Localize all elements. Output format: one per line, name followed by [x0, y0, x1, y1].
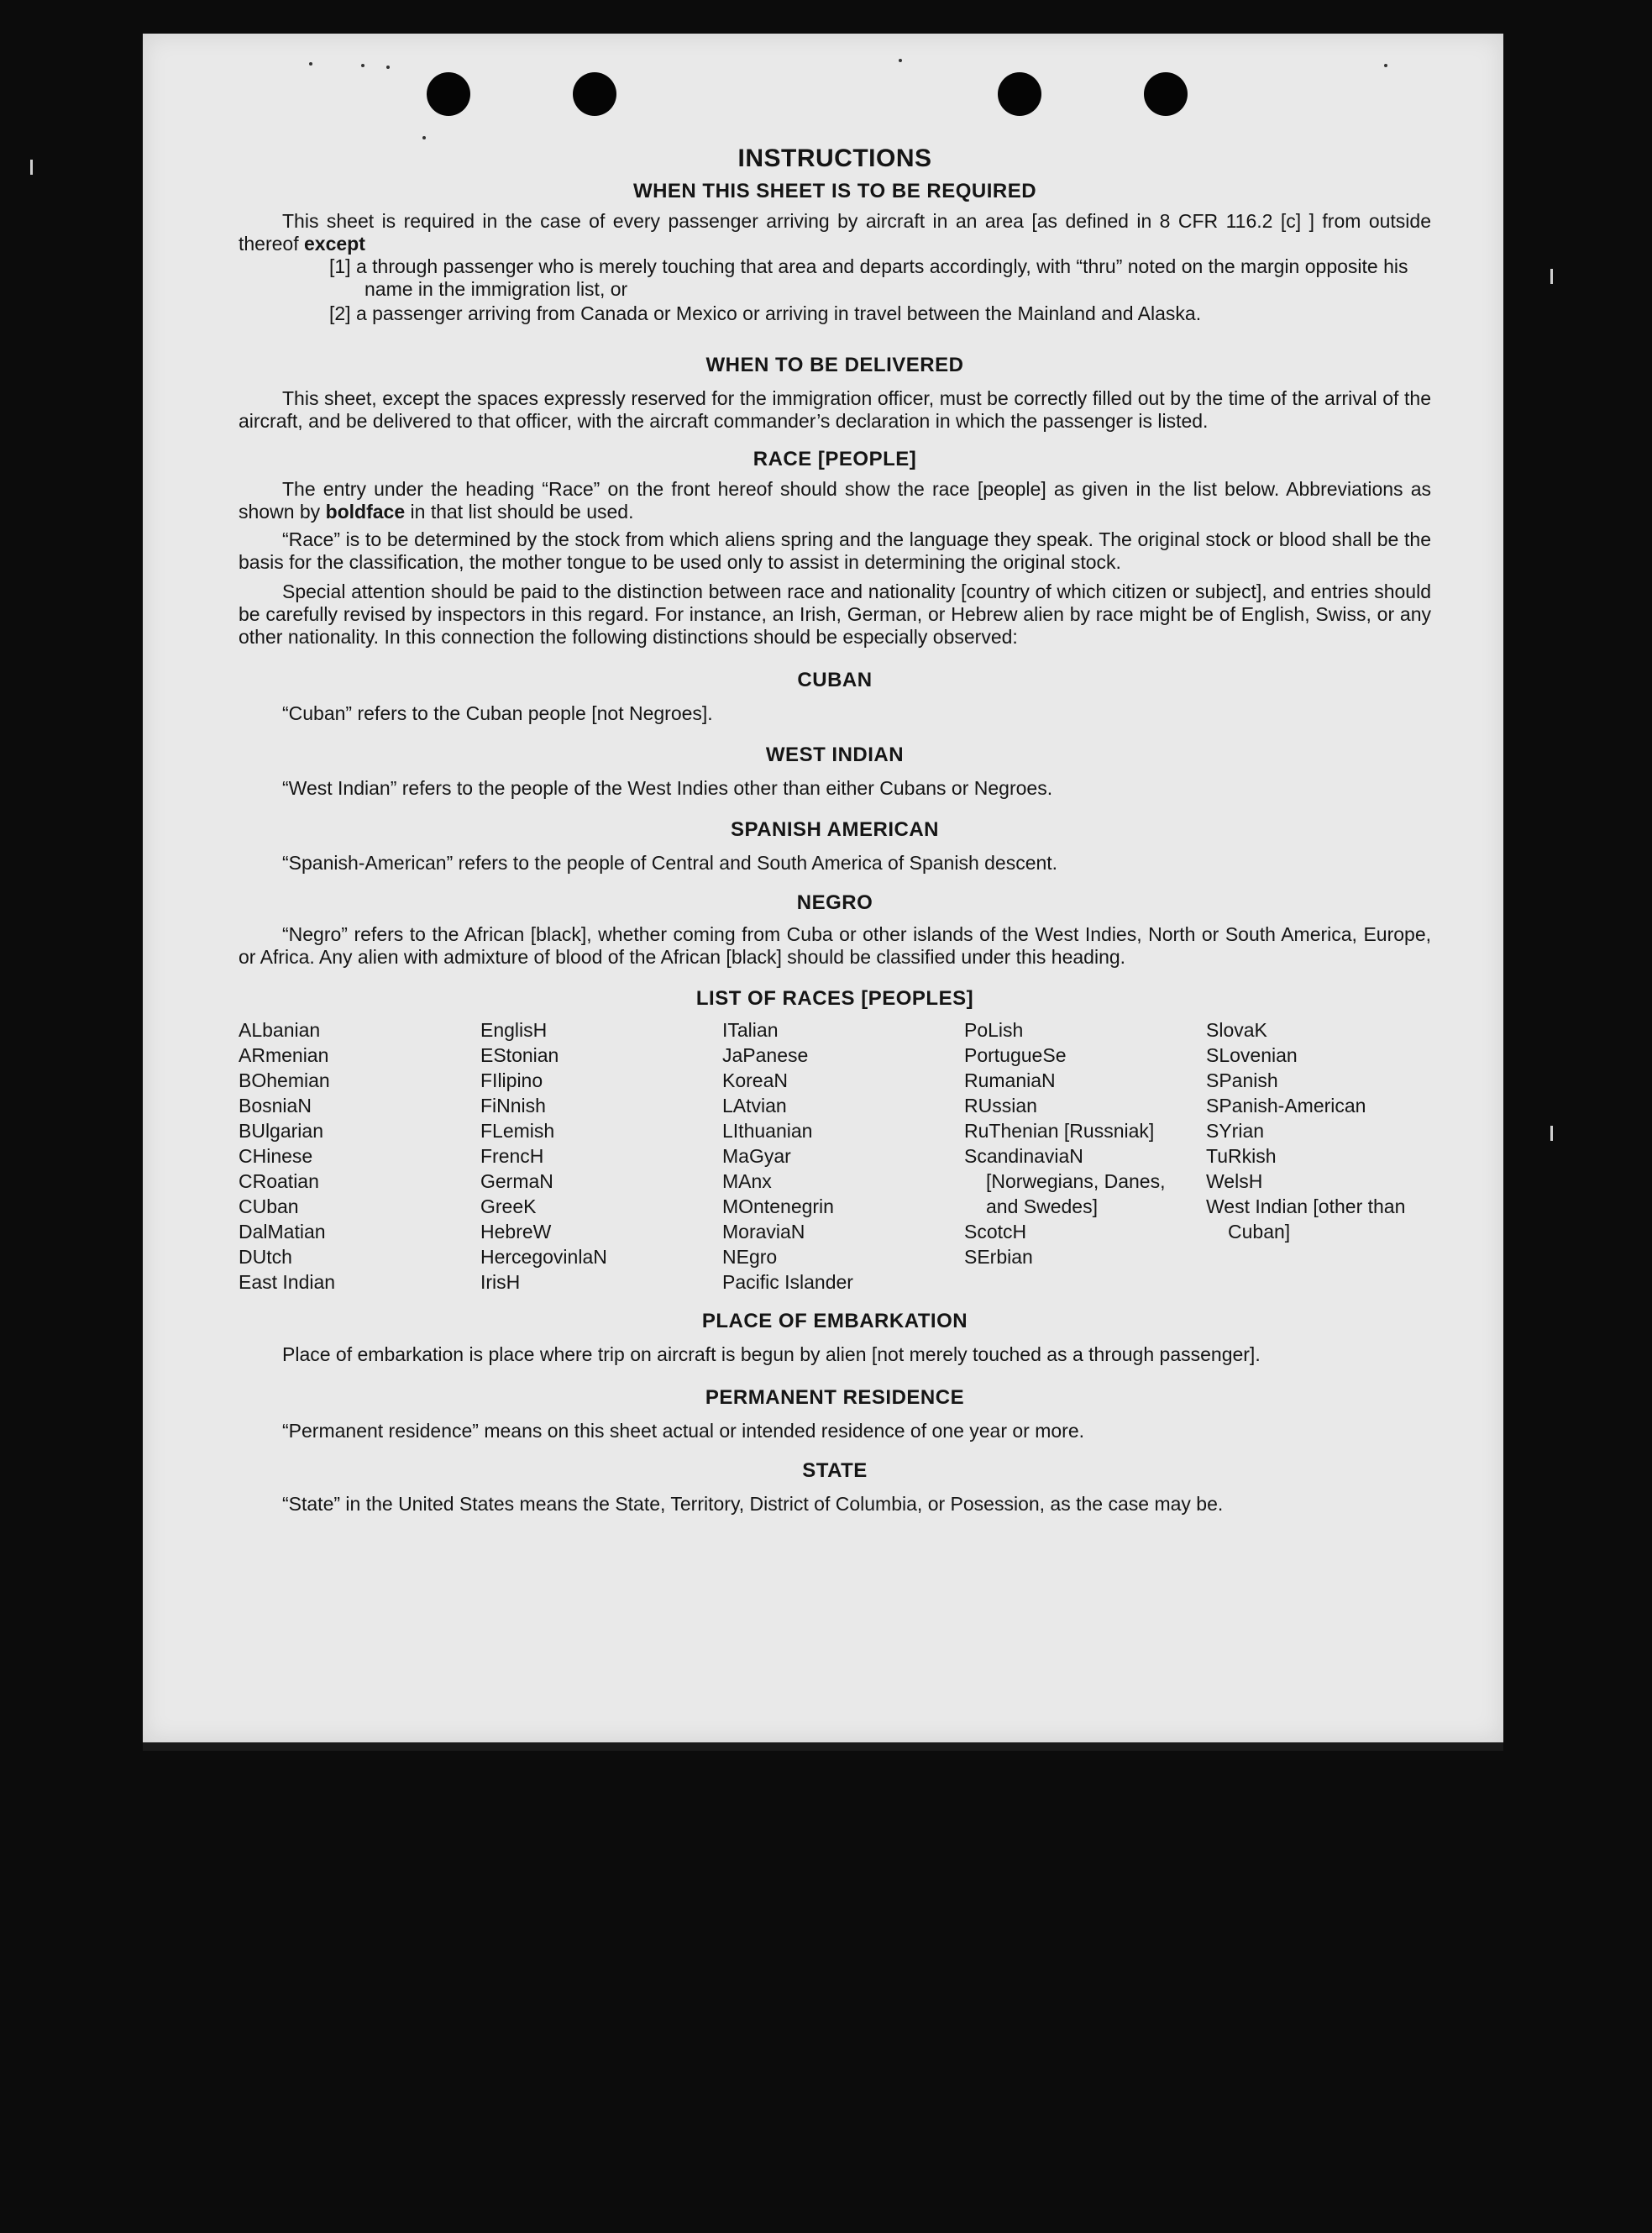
- race-item: GreeK: [480, 1195, 537, 1217]
- race-item: WelsH: [1206, 1170, 1263, 1192]
- races-column-3: [722, 1017, 947, 1295]
- state-text: “State” in the United States means the State, Territory, District of Columbia, or Posession, as the case may be.: [282, 1493, 1224, 1515]
- sheet-shadow: [143, 1742, 1503, 1751]
- races-column-2: [480, 1017, 705, 1295]
- race-item: EnglisH: [480, 1019, 548, 1041]
- required-item-2: [2] a passenger arriving from Canada or Mexico or arriving in travel between the Mainland and Alaska.: [329, 302, 1202, 324]
- required-except: except: [304, 233, 365, 255]
- race-item: KoreaN: [722, 1069, 788, 1091]
- heading-negro: NEGRO: [796, 891, 873, 914]
- scan-mark: [1550, 1126, 1553, 1141]
- race-item: MOntenegrin: [722, 1195, 834, 1217]
- scan-mark: [1550, 269, 1553, 284]
- race-item: ScotcH: [964, 1221, 1027, 1243]
- race-item: FLemish: [480, 1120, 555, 1142]
- race-item: ScandinaviaN [Norwegians, Danes, and Swedes]: [964, 1145, 1166, 1217]
- race-item: MAnx: [722, 1170, 772, 1192]
- race-item: RuThenian [Russniak]: [964, 1120, 1155, 1142]
- race-item: PoLish: [964, 1019, 1024, 1041]
- race-item: SPanish-American: [1206, 1095, 1366, 1116]
- page-title: INSTRUCTIONS: [737, 144, 932, 172]
- heading-delivered: WHEN TO BE DELIVERED: [705, 354, 964, 376]
- race-item: ARmenian: [239, 1044, 329, 1066]
- speck: [1384, 64, 1387, 67]
- race-item: EStonian: [480, 1044, 559, 1066]
- speck: [361, 64, 364, 67]
- heading-spanish-american: SPANISH AMERICAN: [730, 818, 939, 841]
- race-item: BOhemian: [239, 1069, 330, 1091]
- race-item: PortugueSe: [964, 1044, 1067, 1066]
- punch-hole-2: [573, 72, 616, 116]
- speck: [309, 62, 312, 66]
- race-item: RUssian: [964, 1095, 1037, 1116]
- race-item: SYrian: [1206, 1120, 1265, 1142]
- punch-hole-3: [998, 72, 1041, 116]
- required-item-1: [1] a through passenger who is merely touching that area and departs accordingly, with “thru” noted on the margin opposite his name in the immigration list, or: [329, 255, 1408, 300]
- speck: [899, 59, 902, 62]
- race-item: East Indian: [239, 1271, 336, 1293]
- race-item: CHinese: [239, 1145, 313, 1167]
- speck: [386, 66, 390, 69]
- race-item: IrisH: [480, 1271, 521, 1293]
- punch-hole-4: [1144, 72, 1188, 116]
- heading-residence: PERMANENT RESIDENCE: [705, 1386, 965, 1409]
- spanish-american-text: “Spanish-American” refers to the people of Central and South America of Spanish descent.: [282, 852, 1058, 874]
- cuban-text: “Cuban” refers to the Cuban people [not Negroes].: [282, 702, 713, 724]
- heading-west-indian: WEST INDIAN: [765, 743, 905, 766]
- embarkation-text: Place of embarkation is place where trip on aircraft is begun by alien [not merely touched as a through passenger].: [282, 1343, 1261, 1365]
- race-item: SPanish: [1206, 1069, 1278, 1091]
- race-item: SlovaK: [1206, 1019, 1267, 1041]
- races-column-1: [239, 1017, 464, 1295]
- race-p1-text-end: in that list should be used.: [410, 501, 634, 523]
- heading-race: RACE [PEOPLE]: [753, 448, 917, 470]
- race-item: ITalian: [722, 1019, 779, 1041]
- required-intro: [239, 210, 1431, 255]
- race-item: CRoatian: [239, 1170, 319, 1192]
- race-item: JaPanese: [722, 1044, 809, 1066]
- races-column-4: [964, 1017, 1189, 1295]
- race-p1-boldface: boldface: [325, 501, 406, 523]
- residence-text: “Permanent residence” means on this sheet actual or intended residence of one year or more.: [282, 1420, 1085, 1442]
- negro-text: “Negro” refers to the African [black], whether coming from Cuba or other islands of the West Indies, North or South America, Europe, or Africa. Any alien with admixture of blood of the African [black] should be classified under this heading.: [239, 923, 1431, 968]
- race-item: FiNnish: [480, 1095, 546, 1116]
- races-list: [239, 1017, 1431, 1295]
- speck: [422, 136, 426, 139]
- race-item: CUban: [239, 1195, 299, 1217]
- race-item: DUtch: [239, 1246, 292, 1268]
- race-item: LAtvian: [722, 1095, 787, 1116]
- race-item: MaGyar: [722, 1145, 791, 1167]
- race-item: TuRkish: [1206, 1145, 1277, 1167]
- race-paragraph-1: [239, 478, 1431, 523]
- heading-cuban: CUBAN: [797, 669, 873, 691]
- punch-hole-1: [427, 72, 470, 116]
- race-item: LIthuanian: [722, 1120, 813, 1142]
- race-item: SLovenian: [1206, 1044, 1298, 1066]
- race-item: GermaN: [480, 1170, 553, 1192]
- heading-embarkation: PLACE OF EMBARKATION: [701, 1310, 968, 1332]
- race-item: BosniaN: [239, 1095, 312, 1116]
- race-item: Pacific Islander: [722, 1271, 853, 1293]
- race-item: RumaniaN: [964, 1069, 1056, 1091]
- race-p1-text: The entry under the heading “Race” on the front hereof should show the race [people] as given in the list below. Abbreviations as shown by: [239, 478, 1431, 523]
- race-item: NEgro: [722, 1246, 778, 1268]
- race-item: ALbanian: [239, 1019, 321, 1041]
- race-paragraph-2: “Race” is to be determined by the stock from which aliens spring and the language they speak. The original stock or blood shall be the basis for the classification, the mother tongue to be used only to assist in determining the original stock.: [239, 528, 1431, 573]
- heading-required: WHEN THIS SHEET IS TO BE REQUIRED: [632, 180, 1037, 202]
- heading-state: STATE: [802, 1459, 868, 1482]
- race-item: MoraviaN: [722, 1221, 805, 1243]
- race-item: SErbian: [964, 1246, 1033, 1268]
- race-item: HebreW: [480, 1221, 552, 1243]
- race-item: West Indian [other than Cuban]: [1206, 1195, 1406, 1243]
- race-item: HercegovinlaN: [480, 1246, 607, 1268]
- required-intro-text: This sheet is required in the case of every passenger arriving by aircraft in an area [as defined in 8 CFR 116.2 [c] ] from outside thereof: [239, 210, 1431, 255]
- races-column-5: [1206, 1017, 1431, 1295]
- heading-list-of-races: LIST OF RACES [PEOPLES]: [695, 987, 974, 1010]
- document-sheet: [143, 34, 1503, 1742]
- race-item: DalMatian: [239, 1221, 326, 1243]
- delivered-text: This sheet, except the spaces expressly reserved for the immigration officer, must be correctly filled out by the time of the arrival of the aircraft, and be delivered to that officer, with the aircraft commander’s declaration in which the passenger is listed.: [239, 387, 1431, 432]
- race-item: FIlipino: [480, 1069, 543, 1091]
- race-paragraph-3: Special attention should be paid to the distinction between race and nationality [country of which citizen or subject], and entries should be carefully revised by inspectors in this regard. For instance, an Irish, German, or Hebrew alien by race might be of English, Swiss, or any other nationality. In this connection the following distinctions should be especially observed:: [239, 581, 1431, 648]
- race-item: FrencH: [480, 1145, 544, 1167]
- scan-mark: [30, 160, 33, 175]
- west-indian-text: “West Indian” refers to the people of the West Indies other than either Cubans or Negroes.: [282, 777, 1053, 799]
- race-item: BUlgarian: [239, 1120, 323, 1142]
- instructions-content: [239, 144, 1431, 1516]
